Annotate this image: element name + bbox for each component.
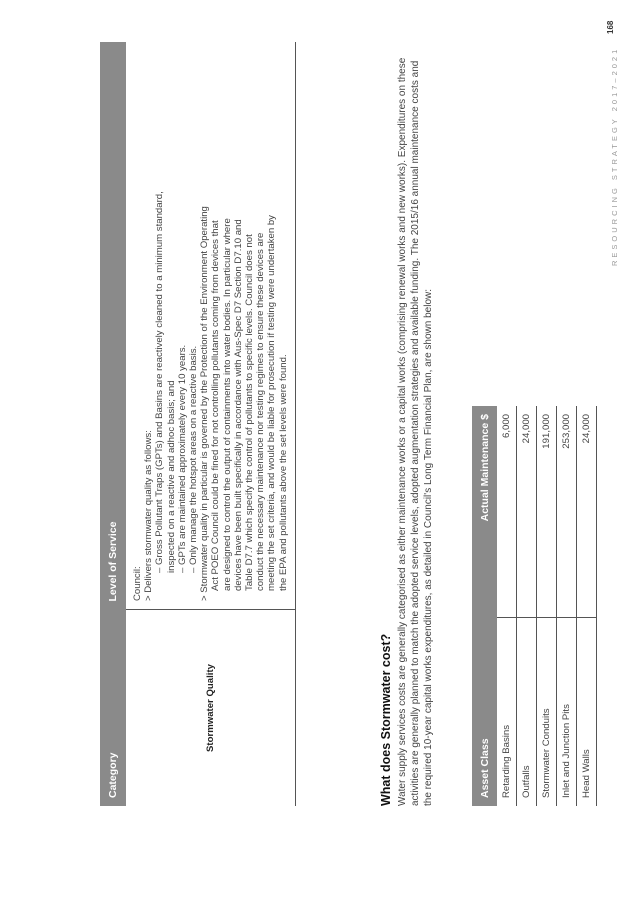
description-line: – Gross Pollutant Traps (GPTs) and Basins are reactively cleaned to a minimum standard, [154,191,166,573]
description-line: > Stormwater quality in particular is governed by the Protection of the Environment Operating [199,206,211,601]
category-header: Category [100,610,126,807]
section-heading: What does Stormwater cost? [379,633,393,806]
table-row [126,42,295,806]
description-line: meeting the set criteria, and would be liable for prosecution if testing were undertaken by [266,215,278,591]
description-line: conduct the necessary maintenance nor testing regimes to ensure these devices are [255,232,267,591]
description-line: – Only manage the hotspot areas on a reactive basis. [188,345,200,573]
description-line: – GPTs are maintained approximately every 10 years. [176,344,188,573]
table-row [517,406,537,806]
level-of-service-table [100,42,296,806]
description-line: the EPA and pollutants above the set levels were found. [277,354,289,591]
asset-class-cell: Stormwater Conduits [537,617,557,806]
description-line: > Delivers stormwater quality as follows: [143,430,155,601]
description-line: are designed to control the output of containments into water bodies. In particular where [221,218,233,591]
asset-class-cell: Head Walls [577,617,597,806]
maintenance-cost-table [472,406,597,806]
service-description [132,50,289,601]
asset-class-cell: Inlet and Junction Pits [557,617,577,806]
table-row [497,406,517,806]
table-header-row [100,42,126,806]
asset-class-cell: Outfalls [517,617,537,806]
maintenance-value-cell: 24,000 [517,406,537,617]
section-paragraph: Water supply services costs are generally categorised as either maintenance works or a capital works (comprising renewal works and new works). Expenditures on these activities are generally planned to match the adopted service levels, adopted augmentation strategies and available funding. The 2015/16 annual maintenance costs and the required 10-year capital works expenditures, as detailed in Council's Long Term Financial Plan, are shown below: [397,57,434,806]
asset-class-cell: Retarding Basins [497,617,517,806]
description-line: Council: [132,566,143,601]
table-header-row [472,406,497,806]
page-number: 168 [606,20,615,34]
description-line: Table D7.7 which specify the control of pollutants to specific levels. Council does not [244,234,256,591]
level-of-service-header: Level of Service [100,42,126,610]
footer-title: RESOURCING STRATEGY 2017–2021 [610,46,619,266]
category-cell: Stormwater Quality [126,610,295,807]
level-of-service-cell [126,42,295,610]
description-line: Act POEO Council could be fined for not controlling pollutants coming from devices that [210,220,222,591]
maintenance-value-cell: 6,000 [497,406,517,617]
maintenance-value-cell: 191,000 [537,406,557,617]
description-line: inspected on a reactive and adhoc basis; and [165,380,177,573]
table-row [557,406,577,806]
maintenance-value-cell: 253,000 [557,406,577,617]
maintenance-value-cell: 24,000 [577,406,597,617]
description-line: devices have been built specifically in accordance with Aus-Spec D7 Section D7.10 and [232,219,244,591]
table-row [537,406,557,806]
table-row [577,406,597,806]
actual-maintenance-header: Actual Maintenance $ [472,406,497,617]
asset-class-header: Asset Class [472,617,497,806]
